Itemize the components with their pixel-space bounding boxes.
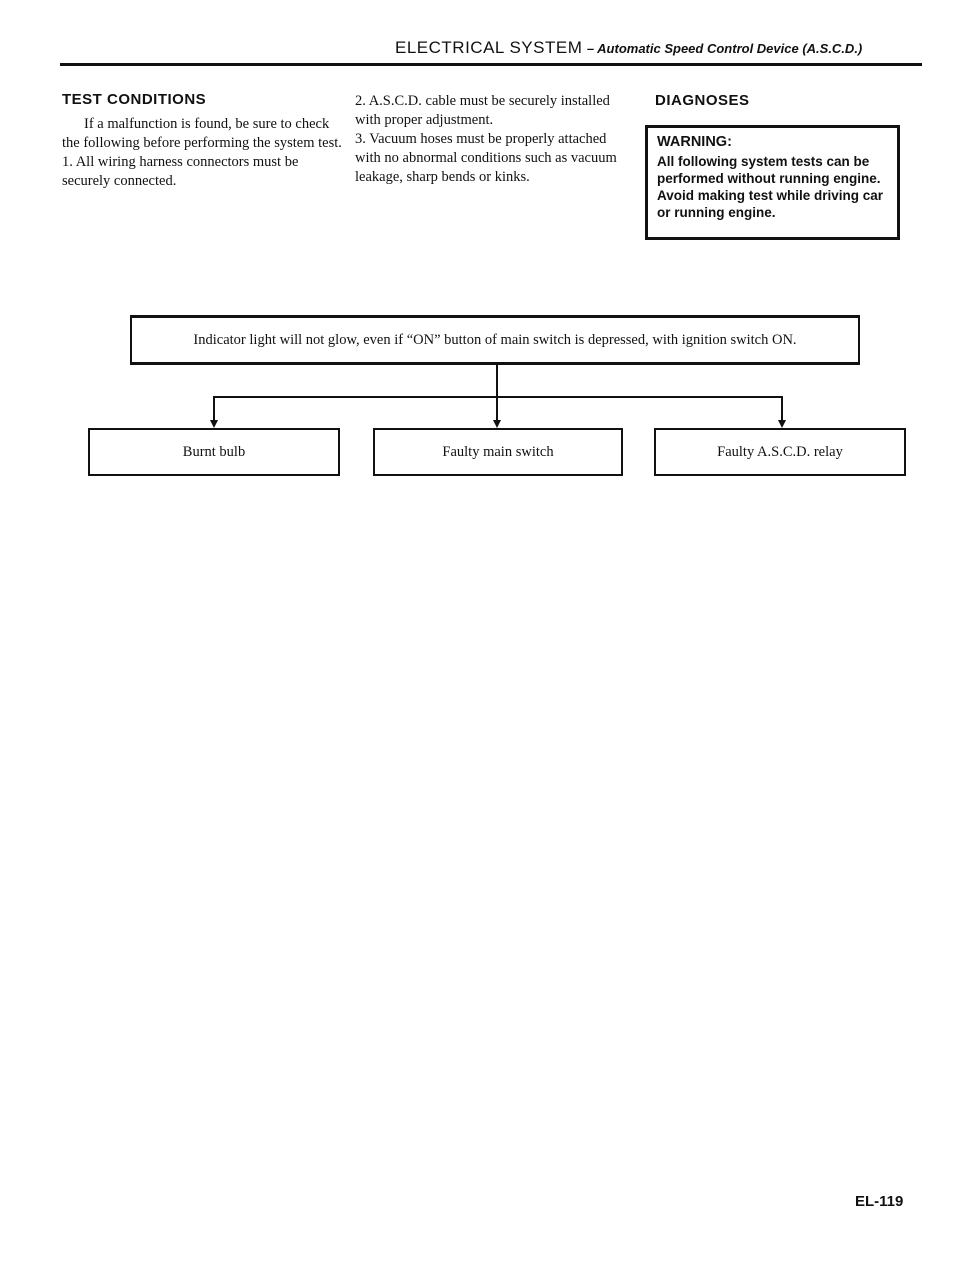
header-rule xyxy=(60,63,922,66)
cause-box-ascd-relay xyxy=(654,428,906,476)
header-title: ELECTRICAL SYSTEM xyxy=(395,38,583,57)
warning-text-1: All following system tests can be performed without running engine. xyxy=(657,154,881,186)
connector-horizontal xyxy=(213,396,783,398)
connector-left-drop xyxy=(213,396,215,422)
test-condition-item-2: 2. A.S.C.D. cable must be securely installed with proper adjustment. xyxy=(355,93,610,128)
test-conditions-column-2 xyxy=(355,92,630,187)
cause-label: Faulty A.S.C.D. relay xyxy=(717,444,843,460)
test-conditions-column xyxy=(62,90,347,191)
test-conditions-heading: TEST CONDITIONS xyxy=(62,91,207,108)
connector-center-drop xyxy=(496,396,498,422)
warning-text-2: Avoid making test while driving car or running engine. xyxy=(657,188,884,220)
cause-box-main-switch xyxy=(373,428,623,476)
test-conditions-intro: If a malfunction is found, be sure to check the following before performing the system test. xyxy=(62,116,342,151)
symptom-text: Indicator light will not glow, even if “ON” button of main switch is depressed, with ignition switch ON. xyxy=(193,332,797,348)
connector-right-drop xyxy=(781,396,783,422)
page-number: EL-119 xyxy=(855,1193,904,1210)
header-subtitle: – Automatic Speed Control Device (A.S.C.D.) xyxy=(586,41,863,56)
cause-box-burnt-bulb xyxy=(88,428,340,476)
test-condition-item-3: 3. Vacuum hoses must be properly attached with no abnormal conditions such as vacuum leakage, sharp bends or kinks. xyxy=(355,131,617,185)
diagnoses-heading: DIAGNOSES xyxy=(655,92,750,109)
arrow-center xyxy=(493,420,501,428)
arrow-left xyxy=(210,420,218,428)
connector-trunk xyxy=(496,365,498,397)
warning-box xyxy=(645,125,900,240)
cause-label: Faulty main switch xyxy=(442,444,554,460)
warning-title: WARNING: xyxy=(657,134,732,150)
page-header xyxy=(395,38,862,58)
cause-label: Burnt bulb xyxy=(182,444,246,460)
symptom-box xyxy=(130,315,860,365)
test-condition-item-1: 1. All wiring harness connectors must be securely connected. xyxy=(62,154,299,189)
arrow-right xyxy=(778,420,786,428)
